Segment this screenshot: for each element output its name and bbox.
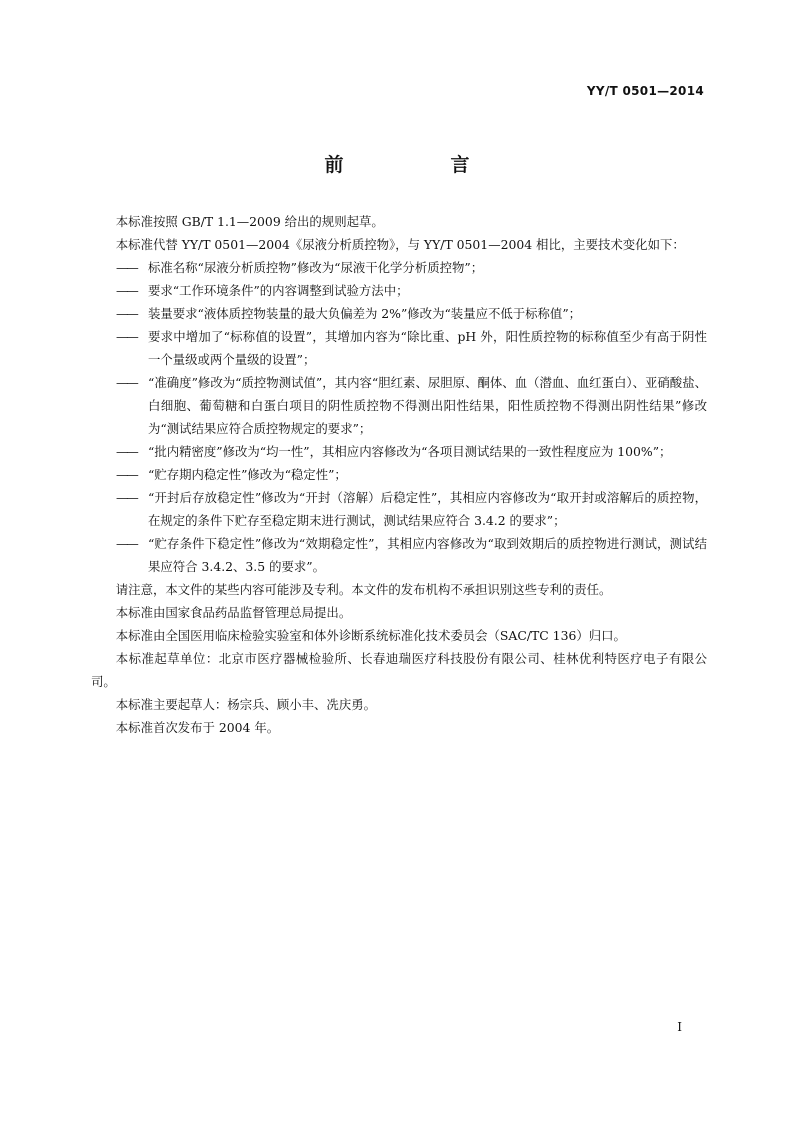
dash-mark: ——	[116, 536, 137, 551]
change-text: “开封后存放稳定性”修改为“开封（溶解）后稳定性”，其相应内容修改为“取开封或溶解后的质控物，在规定的条件下贮存至稳定期末进行测试，测试结果应符合 3.4.2 的要求”；	[148, 490, 707, 528]
change-item	[91, 256, 707, 279]
change-item	[91, 325, 707, 371]
change-text: 标准名称“尿液分析质控物”修改为“尿液干化学分析质控物”；	[148, 260, 484, 275]
closing-paragraph: 本标准由国家食品药品监督管理总局提出。	[115, 605, 352, 620]
document-body	[91, 210, 707, 739]
change-item	[91, 302, 707, 325]
closing-paragraph: 本标准主要起草人：杨宗兵、顾小丰、冼庆勇。	[115, 697, 376, 712]
change-text: 装量要求“液体质控物装量的最大负偏差为 2%”修改为“装量应不低于标称值”；	[148, 306, 582, 321]
dash-mark: ——	[116, 260, 137, 275]
change-item	[91, 486, 707, 532]
change-item	[91, 532, 707, 578]
dash-mark: ——	[116, 329, 137, 344]
change-item	[91, 279, 707, 302]
change-text: “批内精密度”修改为“均一性”，其相应内容修改为“各项目测试结果的一致性程度应为 100%”；	[148, 444, 672, 459]
change-text: 要求中增加了“标称值的设置”，其增加内容为“除比重、pH 外，阳性质控物的标称值至少有高于阴性一个量级或两个量级的设置”；	[148, 329, 707, 367]
change-item	[91, 463, 707, 486]
change-text: 要求“工作环境条件”的内容调整到试验方法中；	[148, 283, 409, 298]
change-item	[91, 371, 707, 440]
dash-mark: ——	[116, 306, 137, 321]
change-text: “准确度”修改为“质控物测试值”，其内容“胆红素、尿胆原、酮体、血（潜血、血红蛋白）、亚硝酸盐、白细胞、葡萄糖和白蛋白项目的阴性质控物不得测出阳性结果，阳性质控物不得测出阴性结果”修改为“测试结果应符合质控物规定的要求”；	[148, 375, 707, 436]
closing-paragraph: 请注意，本文件的某些内容可能涉及专利。本文件的发布机构不承担识别这些专利的责任。	[115, 582, 612, 597]
page-title: 前 言	[324, 154, 514, 176]
dash-mark: ——	[116, 467, 137, 482]
change-text: “贮存期内稳定性”修改为“稳定性”；	[148, 467, 347, 482]
change-text: “贮存条件下稳定性”修改为“效期稳定性”，其相应内容修改为“取到效期后的质控物进行测试，测试结果应符合 3.4.2、3.5 的要求”。	[148, 536, 707, 574]
dash-mark: ——	[116, 375, 137, 390]
page-number: I	[677, 1020, 682, 1034]
standard-number: YY/T 0501—2014	[586, 84, 704, 98]
dash-mark: ——	[116, 283, 137, 298]
change-item	[91, 440, 707, 463]
closing-paragraph: 本标准首次发布于 2004 年。	[115, 720, 280, 735]
intro-paragraph: 本标准代替 YY/T 0501—2004《尿液分析质控物》，与 YY/T 0501—2004 相比，主要技术变化如下：	[115, 237, 685, 252]
intro-paragraph: 本标准按照 GB/T 1.1—2009 给出的规则起草。	[115, 214, 384, 229]
closing-paragraph: 本标准起草单位：北京市医疗器械检验所、长春迪瑞医疗科技股份有限公司、桂林优利特医疗电子有限公司。	[91, 651, 707, 689]
closing-paragraph: 本标准由全国医用临床检验实验室和体外诊断系统标准化技术委员会（SAC/TC 136）归口。	[115, 628, 626, 643]
dash-mark: ——	[116, 490, 137, 505]
dash-mark: ——	[116, 444, 137, 459]
